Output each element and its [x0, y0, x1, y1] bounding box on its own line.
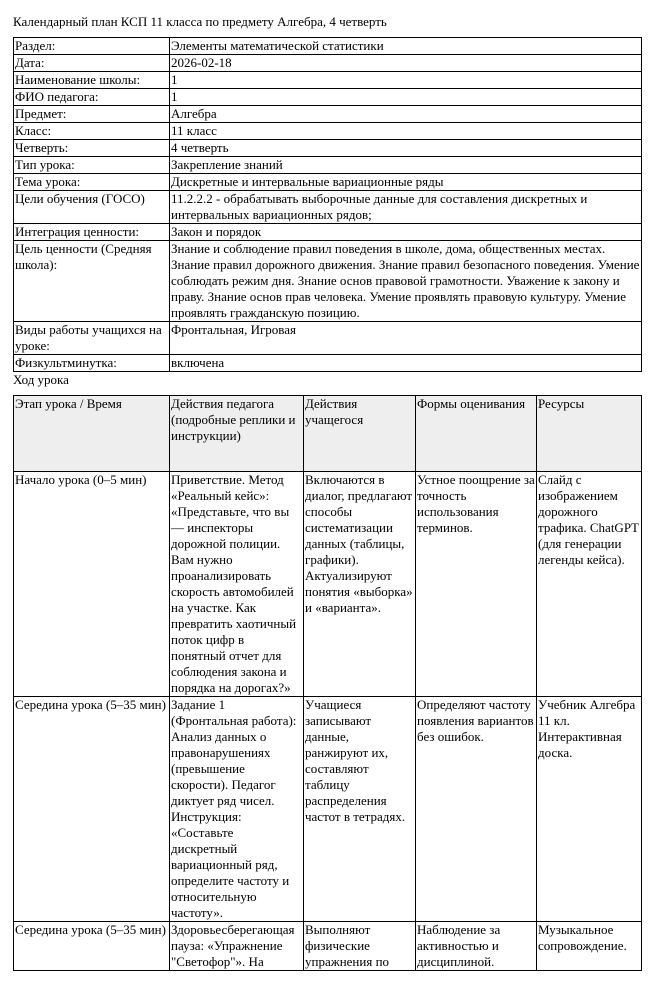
plan-header-row — [14, 396, 642, 472]
info-key: Тип урока: — [14, 157, 170, 174]
info-row-school — [14, 72, 642, 89]
info-row-values — [14, 224, 642, 241]
cell-assessment: Устное поощрение за точность использования терминов. — [416, 472, 537, 697]
info-key: Наименование школы: — [14, 72, 170, 89]
table-row — [14, 472, 642, 697]
info-value: 1 — [170, 72, 642, 89]
info-key: Тема урока: — [14, 174, 170, 191]
info-row-lesson-type — [14, 157, 642, 174]
info-row-date — [14, 55, 642, 72]
cell-stage: Середина урока (5–35 мин) — [14, 697, 170, 922]
info-value: 1 — [170, 89, 642, 106]
document-page — [13, 14, 641, 971]
info-row-grade — [14, 123, 642, 140]
info-value: Фронтальная, Игровая — [170, 322, 642, 355]
info-row-goals — [14, 191, 642, 224]
info-value: 4 четверть — [170, 140, 642, 157]
lesson-info-table — [13, 37, 642, 372]
header-teacher-actions: Действия педагога (подробные реплики и инструкции) — [170, 396, 304, 472]
cell-teacher-actions: Задание 1 (Фронтальная работа): Анализ данных о правонарушениях (превышение скорости). Педагог диктует ряд чисел. Инструкция: «Составьте дискретный вариационный ряд, определите частоту и относительную частоту». — [170, 697, 304, 922]
table-row — [14, 697, 642, 922]
info-value: 11 класс — [170, 123, 642, 140]
cell-resources: Слайд с изображением дорожного трафика. ChatGPT (для генерации легенды кейса). — [537, 472, 642, 697]
lesson-flow-label: Ход урока — [13, 372, 69, 387]
info-row-exercise — [14, 355, 642, 372]
cell-student-actions: Учащиеся записывают данные, ранжируют их, составляют таблицу распределения частот в тетрадях. — [304, 697, 416, 922]
header-assessment: Формы оценивания — [416, 396, 537, 472]
header-resources: Ресурсы — [537, 396, 642, 472]
document-title: Календарный план КСП 11 класса по предмету Алгебра, 4 четверть — [13, 14, 387, 29]
cell-resources: Музыкальное сопровождение. — [537, 922, 642, 971]
info-value: Дискретные и интервальные вариационные ряды — [170, 174, 642, 191]
cell-student-actions: Включаются в диалог, предлагают способы систематизации данных (таблицы, графики). Актуализируют понятия «выборка» и «варианта». — [304, 472, 416, 697]
cell-stage: Середина урока (5–35 мин) — [14, 922, 170, 971]
info-value: включена — [170, 355, 642, 372]
header-stage: Этап урока / Время — [14, 396, 170, 472]
info-value: Элементы математической статистики — [170, 38, 642, 55]
lesson-plan-table — [13, 395, 642, 971]
info-row-section — [14, 38, 642, 55]
info-key: Цель ценности (Средняя школа): — [14, 241, 170, 322]
cell-student-actions: Выполняют физические упражнения по — [304, 922, 416, 971]
info-key: Виды работы учащихся на уроке: — [14, 322, 170, 355]
info-key: Цели обучения (ГОСО) — [14, 191, 170, 224]
info-value: Знание и соблюдение правил поведения в школе, дома, общественных местах. Знание правил дорожного движения. Знание правил безопасного поведения. Умение соблюдать режим дня. Знание основ правовой грамотности. Уважение к закону и праву. Знание основ прав человека. Умение проявлять правовую культуру. Умение проявлять гражданскую позицию. — [170, 241, 642, 322]
cell-teacher-actions: Приветствие. Метод «Реальный кейс»: «Представьте, что вы — инспекторы дорожной полиции. Вам нужно проанализировать скорость автомобилей на участке. Как превратить хаотичный поток цифр в понятный отчет для соблюдения закона и порядка на дорогах?» — [170, 472, 304, 697]
info-key: Интеграция ценности: — [14, 224, 170, 241]
info-key: Дата: — [14, 55, 170, 72]
cell-stage: Начало урока (0–5 мин) — [14, 472, 170, 697]
header-student-actions: Действия учащегося — [304, 396, 416, 472]
info-key: Физкультминутка: — [14, 355, 170, 372]
info-key: Класс: — [14, 123, 170, 140]
info-key: Четверть: — [14, 140, 170, 157]
info-row-quarter — [14, 140, 642, 157]
cell-teacher-actions: Здоровьесберегающая пауза: «Упражнение "Светофор"». На — [170, 922, 304, 971]
info-row-topic — [14, 174, 642, 191]
info-row-teacher — [14, 89, 642, 106]
info-value: 11.2.2.2 - обрабатывать выборочные данные для составления дискретных и интервальных вариационных рядов; — [170, 191, 642, 224]
info-key: Раздел: — [14, 38, 170, 55]
info-row-subject — [14, 106, 642, 123]
info-row-work-types — [14, 322, 642, 355]
cell-resources: Учебник Алгебра 11 кл. Интерактивная доска. — [537, 697, 642, 922]
info-key: Предмет: — [14, 106, 170, 123]
cell-assessment: Наблюдение за активностью и дисциплиной. — [416, 922, 537, 971]
info-key: ФИО педагога: — [14, 89, 170, 106]
info-value: Закон и порядок — [170, 224, 642, 241]
info-row-value-goal — [14, 241, 642, 322]
info-value: Закрепление знаний — [170, 157, 642, 174]
table-row — [14, 922, 642, 971]
info-value: Алгебра — [170, 106, 642, 123]
info-value: 2026-02-18 — [170, 55, 642, 72]
cell-assessment: Определяют частоту появления вариантов без ошибок. — [416, 697, 537, 922]
